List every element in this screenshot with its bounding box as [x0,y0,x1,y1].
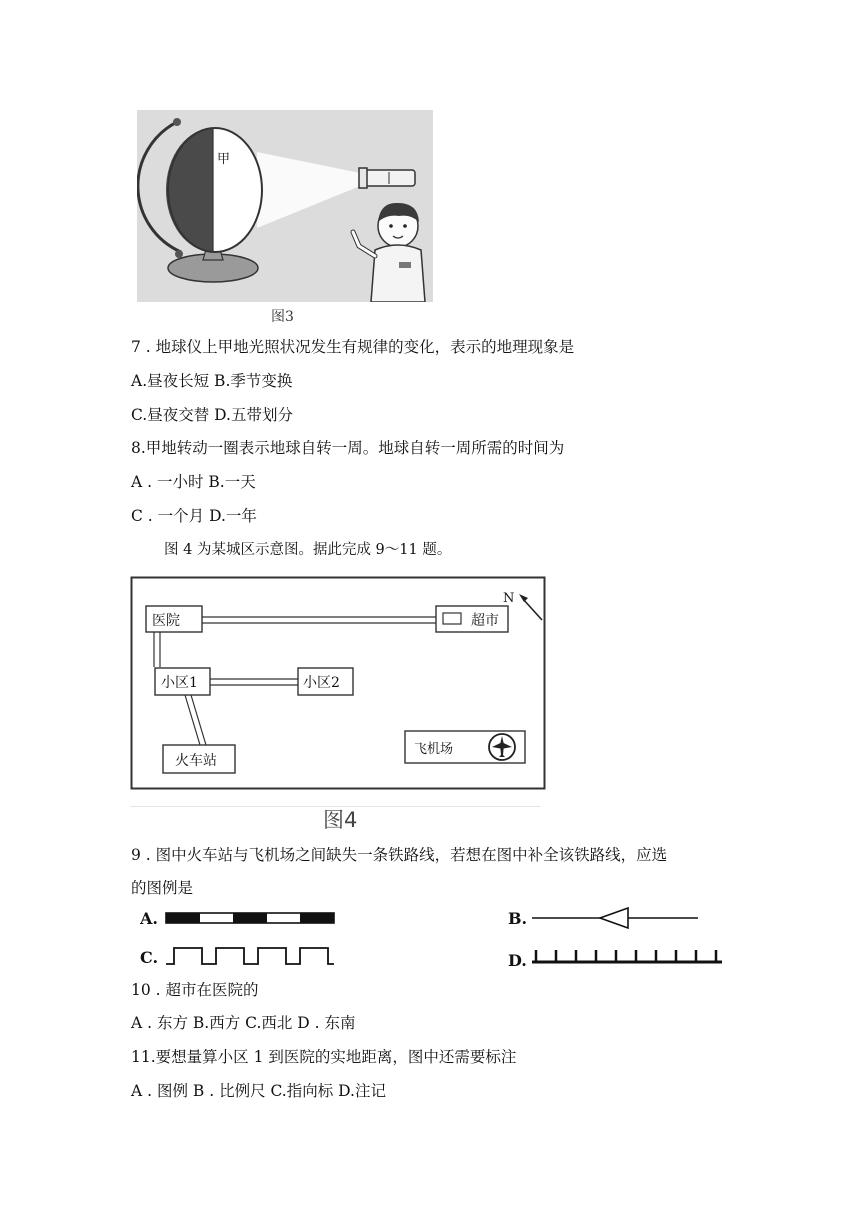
airplane-icon [489,734,515,760]
q9-stem-1: 9 . 图中火车站与飞机场之间缺失一条铁路线，若想在图中补全该铁路线，应选 [131,846,668,864]
q9-stem-2: 的图例是 [131,879,194,897]
point-jia-label: 甲 [217,152,231,167]
option-b-label: B. [508,909,528,928]
flashlight [365,170,415,186]
q11-stem: 11.要想量算小区 1 到医院的实地距离，图中还需要标注 [131,1048,517,1066]
q8-stem: 8.甲地转动一圈表示地球自转一周。地球自转一周所需的时间为 [131,439,565,457]
station-label: 火车站 [175,753,217,769]
community2-label: 小区2 [303,675,340,691]
light-beam [257,152,365,228]
q11-options: A . 图例 B . 比例尺 C.指向标 D.注记 [131,1082,386,1100]
globe-illustration [137,110,433,302]
north-label: N [503,591,515,606]
q7-stem: 7 . 地球仪上甲地光照状况发生有规律的变化，表示的地理现象是 [131,338,575,356]
hospital-label: 医院 [152,613,180,629]
option-c-label: C. [140,948,159,967]
q7-options-2: C.昼夜交替 D.五带划分 [131,406,293,424]
community1-label: 小区1 [161,675,198,691]
q8-options-1: A . 一小时 B.一天 [131,473,256,491]
option-a-label: A. [140,909,158,928]
q7-options-1: A.昼夜长短 B.季节变换 [131,372,293,390]
q10-options: A . 东方 B.西方 C.西北 D . 东南 [131,1014,356,1032]
legend-option-d [508,944,728,970]
option-d-label: D. [508,951,527,970]
figure-4-intro: 图 4 为某城区示意图。据此完成 9～11 题。 [164,542,452,558]
q10-stem: 10 . 超市在医院的 [131,981,259,999]
q8-options-2: C . 一个月 D.一年 [131,507,257,525]
figure-3 [137,110,433,302]
figure-4-caption: 图4 [323,808,358,832]
legend-option-b [508,906,708,932]
figure-4-map [130,576,546,790]
legend-option-c [140,944,340,970]
legend-option-a [140,906,340,932]
airport-label: 飞机场 [414,742,454,757]
supermarket-label: 超市 [471,613,499,629]
boy-figure [353,203,425,302]
supermarket-symbol [443,613,461,624]
figure-3-caption: 图3 [271,309,294,325]
